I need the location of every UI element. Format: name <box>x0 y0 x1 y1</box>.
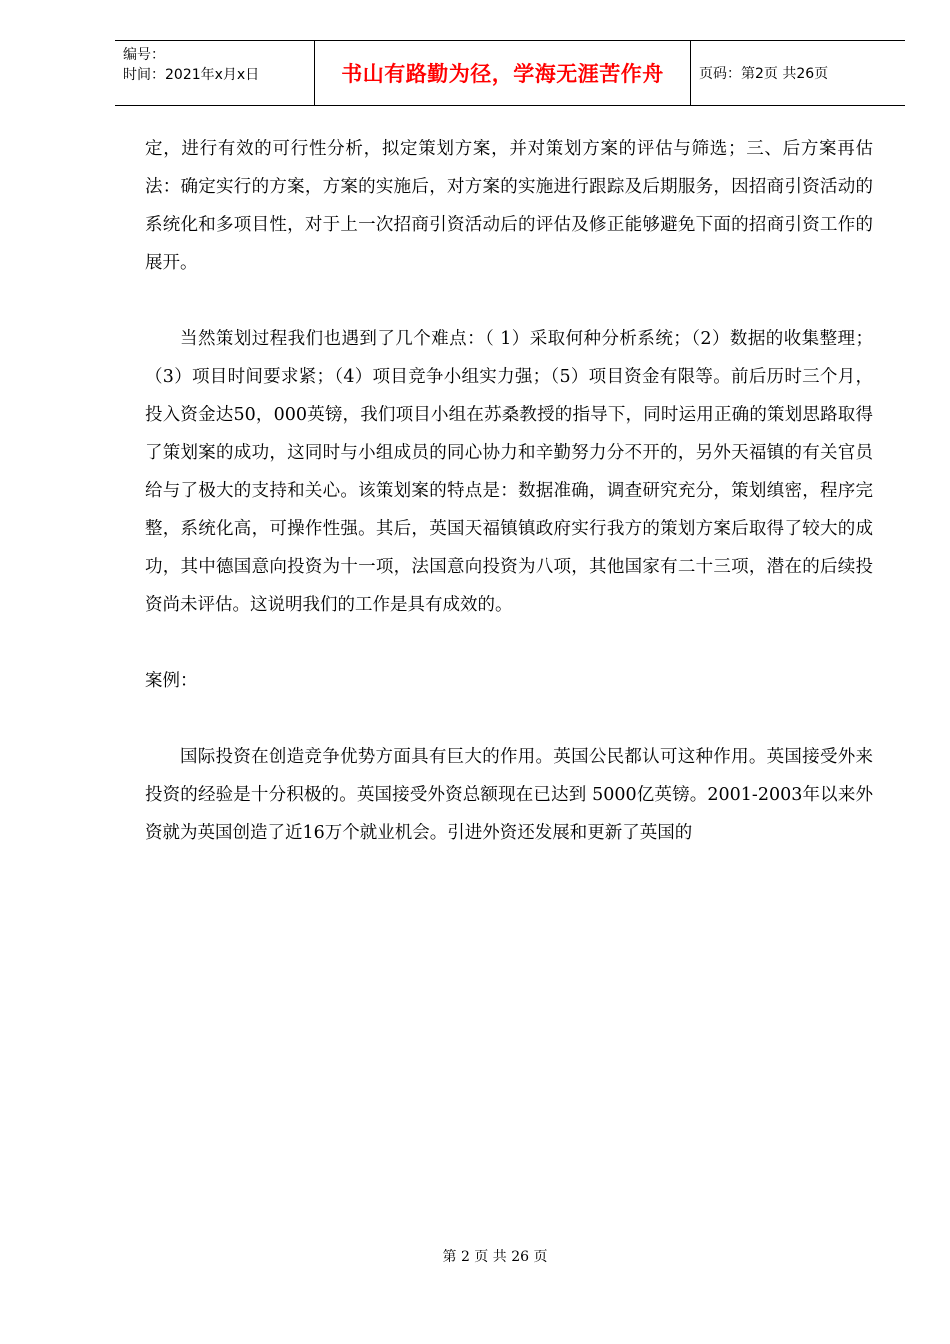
paragraph-case-label: 案例： <box>145 671 198 691</box>
header-page-info: 页码：第2页 共26页 <box>699 66 829 82</box>
page-header <box>115 40 905 106</box>
page-footer: 第 2 页 共 26 页 <box>442 1249 548 1265</box>
header-motto: 书山有路勤为径，学海无涯苦作舟 <box>315 41 691 105</box>
paragraph-2: 当然策划过程我们也遇到了几个难点：（ 1）采取何种分析系统；（2）数据的收集整理；（3）项目时间要求紧；（4）项目竞争小组实力强；（5）项目资金有限等。前后历时三个月，投入资金达50，000英镑，我们项目小组在苏桑教授的指导下，同时运用正确的策划思路取得了策划案的成功，这同时与小组成员的同心协力和辛勤努力分不开的，另外天福镇的有关官员给与了极大的支持和关心。该策划案的特点是：数据准确，调查研究充分，策划缜密，程序完整，系统化高，可操作性强。其后，英国天福镇镇政府实行我方的策划方案后取得了较大的成功，其中德国意向投资为十一项，法国意向投资为八项，其他国家有二十三项，潜在的后续投资尚未评估。这说明我们的工作是具有成效的。 <box>145 329 873 615</box>
header-meta <box>115 41 315 105</box>
number-label: 编号： <box>123 47 165 63</box>
paragraph-4: 国际投资在创造竞争优势方面具有巨大的作用。英国公民都认可这种作用。英国接受外来投资的经验是十分积极的。英国接受外资总额现在已达到 5000亿英镑。2001-2003年以来外资就为英国创造了近16万个就业机会。引进外资还发展和更新了英国的 <box>145 747 873 843</box>
time-label: 时间：2021年x月x日 <box>123 67 260 83</box>
document-body <box>145 130 873 852</box>
paragraph-1: 定，进行有效的可行性分析，拟定策划方案，并对策划方案的评估与筛选；三、后方案再估法：确定实行的方案，方案的实施后，对方案的实施进行跟踪及后期服务，因招商引资活动的系统化和多项目性，对于上一次招商引资活动后的评估及修正能够避免下面的招商引资工作的展开。 <box>145 139 873 273</box>
